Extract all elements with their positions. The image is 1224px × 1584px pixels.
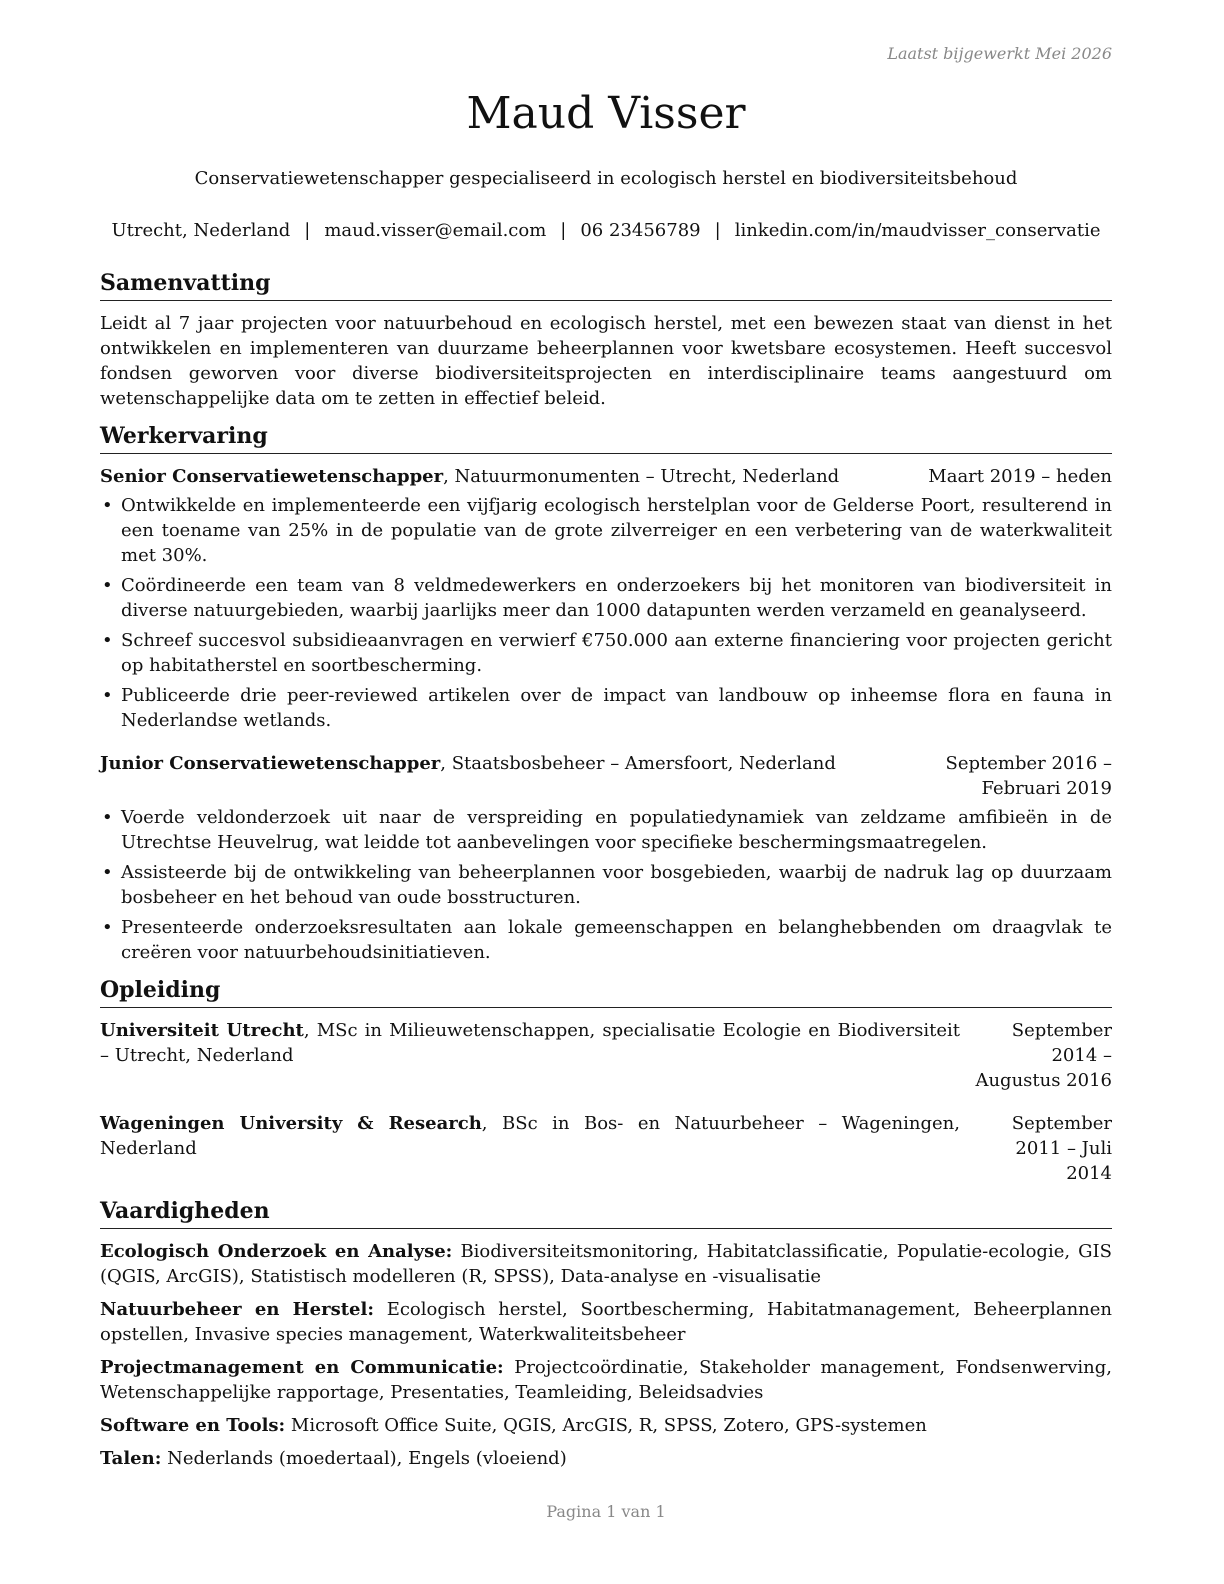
skill-label: Software en Tools: bbox=[100, 1415, 286, 1436]
job-entry bbox=[100, 751, 1112, 965]
skill-value: Projectcoördinatie, Stakeholder management, Fondsenwerving, Wetenschappelijke rapportage, Presentaties, Teamleiding, Beleidsadvies bbox=[100, 1357, 1112, 1403]
job-bullet: • Voerde veldonderzoek uit naar de verspreiding en populatiedynamiek van zeldzame amfibieën in de Utrechtse Heuvelrug, wat leidde tot aanbevelingen voor specifieke beschermingsmaatregelen. bbox=[100, 805, 1112, 855]
candidate-name: Maud Visser bbox=[466, 88, 746, 139]
skill-row bbox=[100, 1355, 1112, 1405]
job-title-line bbox=[100, 751, 860, 776]
summary-text: Leidt al 7 jaar projecten voor natuurbehoud en ecologisch herstel, met een bewezen staat van dienst in het ontwikkelen en implementeren van duurzame beheerplannen voor kwetsbare ecosystemen. Heeft succesvol fondsen geworven voor diverse biodiversiteitsprojecten en interdisciplinaire teams aangestuurd om wetenschappelijke data om te zetten in effectief beleid. bbox=[100, 313, 1112, 409]
skill-value: Nederlands (moedertaal), Engels (vloeiend) bbox=[161, 1448, 567, 1469]
job-organization: , Natuurmonumenten – Utrecht, Nederland bbox=[443, 466, 840, 487]
job-bullet: • Assisteerde bij de ontwikkeling van beheerplannen voor bosgebieden, waarbij de nadruk lag op duurzaam bosbeheer en het behoud van oude bosstructuren. bbox=[100, 860, 1112, 910]
contact-phone: 06 23456789 bbox=[580, 220, 701, 241]
skill-label: Natuurbeheer en Herstel: bbox=[100, 1299, 374, 1320]
section-title-summary: Samenvatting bbox=[100, 268, 1112, 301]
candidate-tagline: Conservatiewetenschapper gespecialiseerd in ecologisch herstel en biodiversiteitsbehoud bbox=[194, 168, 1018, 189]
education-school: Wageningen University & Research bbox=[100, 1113, 482, 1134]
contact-separator: | bbox=[304, 220, 311, 241]
summary-section bbox=[100, 268, 1112, 411]
job-bullets bbox=[100, 493, 1112, 733]
education-school: Universiteit Utrecht bbox=[100, 1020, 304, 1041]
contact-separator: | bbox=[714, 220, 721, 241]
job-dates: September 2016 – Februari 2019 bbox=[945, 753, 1112, 799]
skill-value: Ecologisch herstel, Soortbescherming, Habitatmanagement, Beheerplannen opstellen, Invasive species management, Waterkwaliteitsbeheer bbox=[100, 1299, 1113, 1345]
job-bullet: • Coördineerde een team van 8 veldmedewerkers en onderzoekers bij het monitoren van biodiversiteit in diverse natuurgebieden, waarbij jaarlijks meer dan 1000 datapunten werden verzameld en geanalyseerd. bbox=[100, 573, 1112, 623]
contact-location: Utrecht, Nederland bbox=[111, 220, 291, 241]
job-bullet: • Publiceerde drie peer-reviewed artikelen over de impact van landbouw op inheemse flora en fauna in Nederlandse wetlands. bbox=[100, 683, 1112, 733]
page-number: Pagina 1 van 1 bbox=[546, 1502, 666, 1521]
skill-value: Microsoft Office Suite, QGIS, ArcGIS, R, SPSS, Zotero, GPS-systemen bbox=[285, 1415, 927, 1436]
education-title-line bbox=[100, 1018, 960, 1068]
last-updated-note: Laatst bijgewerkt Mei 2026 bbox=[887, 44, 1112, 63]
job-header bbox=[100, 464, 1112, 489]
education-title-line bbox=[100, 1111, 960, 1161]
education-entry bbox=[100, 1111, 1112, 1186]
skill-value: Biodiversiteitsmonitoring, Habitatclassificatie, Populatie-ecologie, GIS (QGIS, ArcGIS), Statistisch modelleren (R, SPSS), Data-analyse en -visualisatie bbox=[100, 1241, 1112, 1287]
job-entry bbox=[100, 464, 1112, 733]
experience-section bbox=[100, 421, 1112, 965]
contact-email[interactable]: maud.visser@email.com bbox=[324, 220, 547, 241]
job-title-line bbox=[100, 464, 916, 489]
section-title-skills: Vaardigheden bbox=[100, 1196, 1112, 1229]
resume-page bbox=[100, 0, 1112, 1584]
section-title-education: Opleiding bbox=[100, 975, 1112, 1008]
contact-linkedin[interactable]: linkedin.com/in/maudvisser_conservatie bbox=[734, 220, 1101, 241]
education-details: , BSc in Bos- en Natuurbeheer – Wageningen, Nederland bbox=[100, 1113, 960, 1159]
job-bullet: • Ontwikkelde en implementeerde een vijfjarig ecologisch herstelplan voor de Gelderse Poort, resulterend in een toename van 25% in de populatie van de grote zilverreiger en een verbetering van de waterkwaliteit met 30%. bbox=[100, 493, 1112, 568]
section-title-experience: Werkervaring bbox=[100, 421, 1112, 454]
education-dates: September 2014 – Augustus 2016 bbox=[975, 1020, 1112, 1091]
education-header bbox=[100, 1111, 1112, 1186]
job-bullet: • Presenteerde onderzoeksresultaten aan lokale gemeenschappen en belanghebbenden om draagvlak te creëren voor natuurbehoudsinitiatieven. bbox=[100, 915, 1112, 965]
skill-row bbox=[100, 1413, 1112, 1438]
skills-section bbox=[100, 1196, 1112, 1471]
education-header bbox=[100, 1018, 1112, 1093]
job-bullets bbox=[100, 805, 1112, 965]
job-bullet: • Schreef succesvol subsidieaanvragen en verwierf €750.000 aan externe financiering voor projecten gericht op habitatherstel en soortbescherming. bbox=[100, 628, 1112, 678]
education-dates: September 2011 – Juli 2014 bbox=[1011, 1113, 1112, 1184]
education-section bbox=[100, 975, 1112, 1186]
job-header bbox=[100, 751, 1112, 801]
contact-line bbox=[100, 220, 1112, 241]
skill-label: Ecologisch Onderzoek en Analyse: bbox=[100, 1241, 453, 1262]
contact-separator: | bbox=[560, 220, 567, 241]
skill-row bbox=[100, 1297, 1112, 1347]
education-details: , MSc in Milieuwetenschappen, specialisatie Ecologie en Biodiversiteit – Utrecht, Nederland bbox=[100, 1020, 961, 1066]
skill-row bbox=[100, 1239, 1112, 1289]
skill-row bbox=[100, 1446, 1112, 1471]
job-organization: , Staatsbosbeheer – Amersfoort, Nederland bbox=[440, 753, 836, 774]
skill-label: Talen: bbox=[100, 1448, 162, 1469]
skill-label: Projectmanagement en Communicatie: bbox=[100, 1357, 504, 1378]
education-entry bbox=[100, 1018, 1112, 1093]
resume-body bbox=[100, 268, 1112, 1481]
job-role: Senior Conservatiewetenschapper bbox=[100, 466, 444, 487]
job-role: Junior Conservatiewetenschapper bbox=[100, 753, 441, 774]
job-dates: Maart 2019 – heden bbox=[928, 466, 1112, 487]
